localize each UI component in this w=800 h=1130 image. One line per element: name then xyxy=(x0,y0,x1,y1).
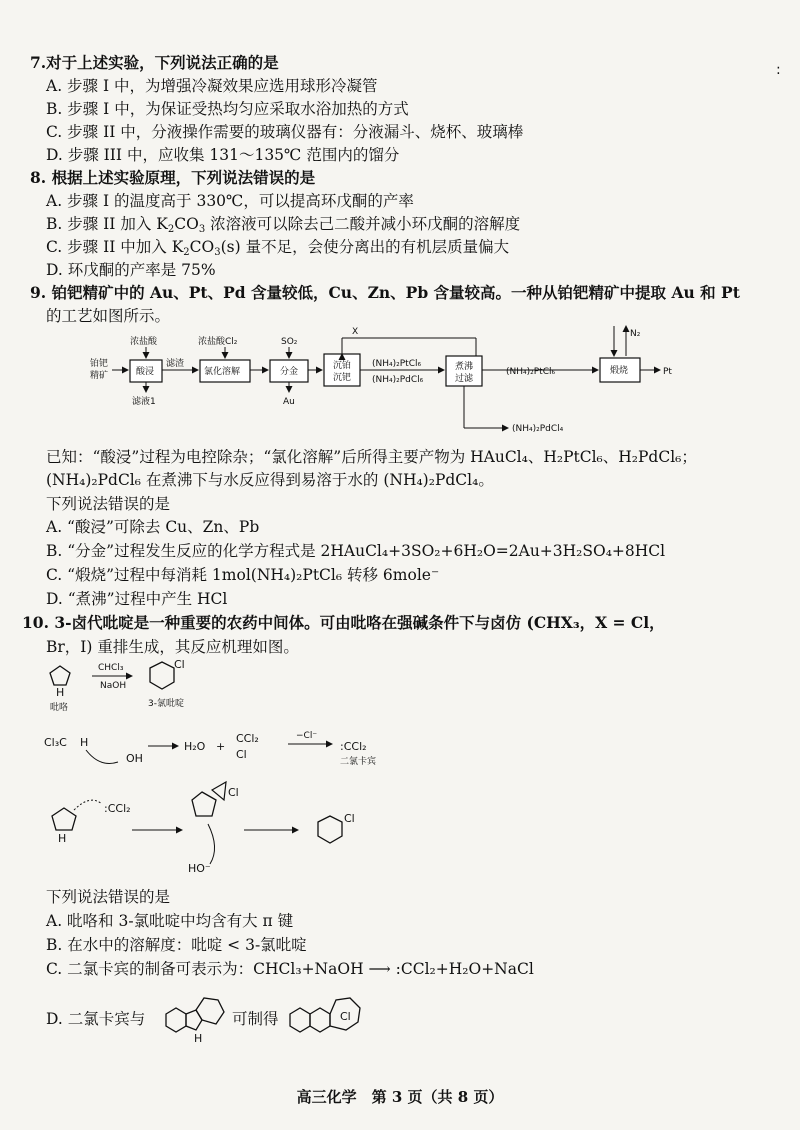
page-footer: 高三化学 第 3 页（共 8 页） xyxy=(296,1088,504,1106)
pyrrole-ring xyxy=(50,666,70,685)
flow-box-chlorination-label: 氯化溶解 xyxy=(204,367,241,377)
quinoline-product-structure xyxy=(286,992,366,1044)
flow-box2-input: 浓盐酸Cl₂ xyxy=(198,337,238,347)
water: H₂O xyxy=(184,740,206,753)
trichloromethyl: Cl₃C xyxy=(44,736,67,749)
reagent-naoh: NaOH xyxy=(100,681,127,691)
flow-box3-input: SO₂ xyxy=(281,337,298,347)
flow-n2: N₂ xyxy=(630,329,641,339)
q7-option-a: A. 步骤 I 中，为增强冷凝效果应选用球形冷凝管 xyxy=(46,77,378,95)
dichlorocarbene: :CCl₂ xyxy=(340,740,367,753)
proton-h: H xyxy=(80,736,89,749)
q7-stem: 7.对于上述实验，下列说法正确的是 xyxy=(30,53,279,72)
flow-box5-line1: 煮沸 xyxy=(455,362,474,372)
pyrrole-nh-2: H xyxy=(58,832,67,845)
flow-feed-2: 精矿 xyxy=(90,371,109,381)
q9-option-c: C. “煅烧”过程中每消耗 1mol(NH₄)₂PtCl₆ 转移 6mole⁻ xyxy=(46,566,440,584)
carbene-attack: :CCl₂ xyxy=(104,802,131,815)
intermediate-cl: Cl xyxy=(228,786,239,799)
q8-option-b: B. 步骤 II 加入 $K_2CO_3$ 浓溶液可以除去己二酸并减小环戊酮的溶解度 xyxy=(46,215,521,235)
indole-nh: H xyxy=(194,1032,203,1044)
q10-option-d-mid: 可制得 xyxy=(232,1010,279,1028)
chloropyridine-cl-2: Cl xyxy=(344,812,355,825)
leaving-cl: Cl xyxy=(236,748,247,761)
product-cl: Cl xyxy=(340,1010,351,1023)
flow-box4-line2: 沉钯 xyxy=(333,373,352,383)
hydroxide: OH xyxy=(126,752,143,765)
pyrrole-nh: H xyxy=(56,686,65,699)
q10-mechanism-scheme xyxy=(40,658,460,880)
q10-option-b: B. 在水中的溶解度：吡啶 < 3-氯吡啶 xyxy=(46,936,307,954)
q9-known-line1: 已知：“酸浸”过程为电控除杂；“氯化溶解”后所得主要产物为 HAuCl₄、H₂PtCl₆、H₂PdCl₆； xyxy=(46,448,697,466)
q10-option-c: C. 二氯卡宾的制备可表示为：CHCl₃+NaOH ⟶ :CCl₂+H₂O+NaCl xyxy=(46,960,534,978)
indole-structure xyxy=(160,992,228,1044)
q9-option-d: D. “煮沸”过程中产生 HCl xyxy=(46,590,228,608)
pyrrole-label: 吡咯 xyxy=(50,703,69,713)
cyclopropane-intermediate xyxy=(192,792,216,816)
flow-box-gold-label: 分金 xyxy=(280,367,299,377)
minus-chloride: −Cl⁻ xyxy=(296,731,318,741)
flow-residue: 滤渣 xyxy=(166,359,185,369)
q8-option-d: D. 环戊酮的产率是 75% xyxy=(46,261,216,279)
chloropyridine-label: 3-氯吡啶 xyxy=(148,699,184,709)
flow-box4-line1: 沉铂 xyxy=(333,361,352,371)
q10-ask: 下列说法错误的是 xyxy=(46,888,171,906)
dichlorocarbene-label: 二氯卡宾 xyxy=(340,757,377,767)
q7-option-d: D. 步骤 III 中，应收集 131～135℃ 范围内的馏分 xyxy=(46,146,400,164)
flow-product-ptcl6: (NH₄)₂PtCl₆ xyxy=(372,359,422,369)
q9-known-line2: (NH₄)₂PdCl₆ 在煮沸下与水反应得到易溶于水的 (NH₄)₂PdCl₄。 xyxy=(46,471,494,489)
q9-option-b: B. “分金”过程发生反应的化学方程式是 2HAuCl₄+3SO₂+6H₂O=2Au+3H₂SO₄+8HCl xyxy=(46,542,666,560)
flow-loop-x: X xyxy=(352,327,359,337)
flow-product-ptcl6-2: (NH₄)₂PtCl₆ xyxy=(506,367,556,377)
q10-option-d-prefix: D. 二氯卡宾与 xyxy=(46,1010,146,1028)
flow-output-pt: Pt xyxy=(663,367,672,377)
q8-option-c: C. 步骤 II 中加入 $K_2CO_3(s)$ 量不足，会使分离出的有机层质量偏大 xyxy=(46,238,510,258)
flow-feed-1: 铂钯 xyxy=(90,359,109,369)
q7-option-b: B. 步骤 I 中，为保证受热均匀应采取水浴加热的方式 xyxy=(46,100,409,118)
flow-product-pdcl6: (NH₄)₂PdCl₆ xyxy=(372,375,424,385)
chloropyridine-cl: Cl xyxy=(174,658,185,671)
hydroxide-base: HO⁻ xyxy=(188,862,211,875)
flow-box1-input: 浓盐酸 xyxy=(130,337,158,347)
flow-box5-line2: 过滤 xyxy=(455,374,474,384)
chloropyridine-ring xyxy=(150,662,174,689)
chloropyridine-ring-2 xyxy=(318,816,342,843)
q9-stem-line1: 9. 铂钯精矿中的 Au、Pt、Pd 含量较低，Cu、Zn、Pb 含量较高。一种从铂钯精矿中提取 Au 和 Pt xyxy=(30,283,740,302)
q10-stem-line1: 10. 3-卤代吡啶是一种重要的农药中间体。可由吡咯在强碱条件下与卤仿 (CHX₃，X = Cl， xyxy=(22,613,665,632)
dichlorocarbanion: CCl₂ xyxy=(236,732,259,745)
plus-sign: + xyxy=(216,740,226,753)
q7-option-c: C. 步骤 II 中，分液操作需要的玻璃仪器有：分液漏斗、烧杯、玻璃棒 xyxy=(46,123,524,141)
q10-stem-line2: Br，I) 重排生成，其反应机理如图。 xyxy=(46,638,299,656)
flow-box6-label: 煅烧 xyxy=(610,366,629,376)
q9-stem-line2: 的工艺如图所示。 xyxy=(46,307,171,325)
q8-option-a: A. 步骤 I 的温度高于 330℃，可以提高环戊酮的产率 xyxy=(46,192,414,210)
q8-stem: 8. 根据上述实验原理，下列说法错误的是 xyxy=(30,168,316,187)
pyrrole-ring-2 xyxy=(52,808,76,830)
q9-ask: 下列说法错误的是 xyxy=(46,495,171,513)
flow-box3-gold: Au xyxy=(283,397,295,407)
margin-mark: : xyxy=(776,62,781,78)
reagent-chcl3: CHCl₃ xyxy=(98,663,124,673)
flow-box1-filtrate: 滤液1 xyxy=(132,397,156,407)
q9-flow-diagram xyxy=(90,318,690,438)
flow-box-acid-leach-label: 酸浸 xyxy=(136,367,155,377)
flow-product-pdcl4: (NH₄)₂PdCl₄ xyxy=(512,424,564,434)
q9-option-a: A. “酸浸”可除去 Cu、Zn、Pb xyxy=(46,518,260,536)
q10-option-a: A. 吡咯和 3-氯吡啶中均含有大 π 键 xyxy=(46,912,294,930)
